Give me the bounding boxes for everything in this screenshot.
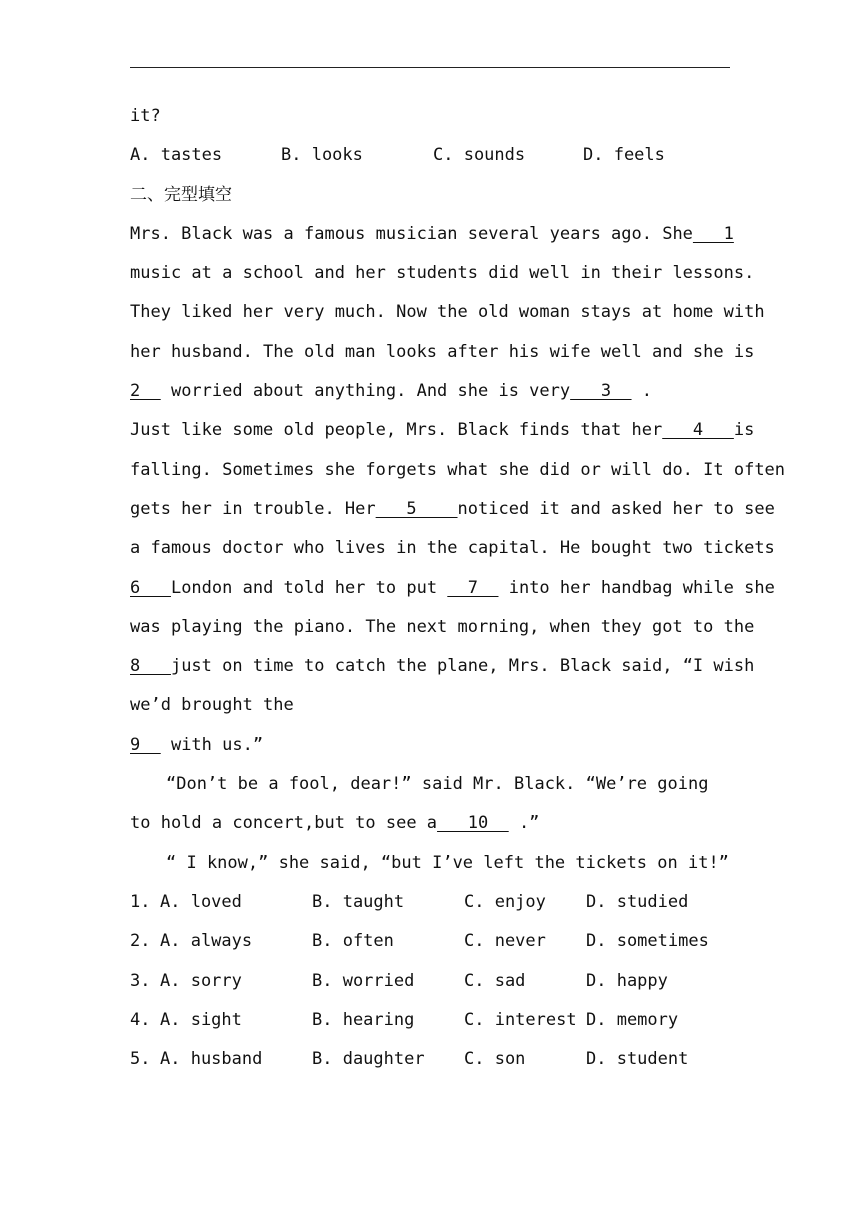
option-d: D. student	[586, 1049, 689, 1070]
option-c: C. never	[464, 931, 546, 952]
option-a: A. always	[160, 931, 253, 952]
question-row	[130, 1001, 730, 1040]
option-c: C. interest	[464, 1009, 577, 1030]
passage-line: “Don’t be a fool, dear!” said Mr. Black. “We’re going	[166, 774, 709, 795]
question-row	[130, 883, 730, 922]
passage-line: her husband. The old man looks after his wife well and she is	[130, 341, 755, 362]
passage-line: falling. Sometimes she forgets what she did or will do. It often	[130, 459, 786, 480]
blank-2: 2	[130, 381, 161, 402]
prev-question-tail: it?	[130, 106, 161, 126]
passage-line: a famous doctor who lives in the capital. He bought two tickets	[130, 538, 775, 559]
passage-line: to hold a concert,but to see a 10 .”	[130, 813, 540, 834]
option-b: B. worried	[312, 970, 415, 991]
option-b: B. looks	[281, 145, 363, 166]
section-title: 二、完型填空	[130, 184, 232, 205]
passage-line: was playing the piano. The next morning, when they got to the	[130, 616, 755, 637]
header-rule	[130, 67, 730, 68]
question-row	[130, 922, 730, 961]
blank-4: 4	[662, 420, 734, 441]
passage-line: 6 London and told her to put 7 into her handbag while she	[130, 577, 775, 598]
option-a: A. loved	[160, 891, 242, 912]
option-a: A. sorry	[160, 970, 242, 991]
option-c: C. sad	[464, 970, 526, 991]
option-a: A. sight	[160, 1009, 242, 1030]
passage-line: Mrs. Black was a famous musician several years ago. She 1	[130, 223, 734, 244]
passage-line: 9 with us.”	[130, 734, 264, 755]
option-a: A. husband	[160, 1049, 263, 1070]
question-number: 4.	[130, 1009, 151, 1030]
passage-line: “ I know,” she said, “but I’ve left the tickets on it!”	[166, 852, 729, 873]
passage-line: 8 just on time to catch the plane, Mrs. Black said, “I wish	[130, 656, 755, 677]
option-c: C. enjoy	[464, 891, 546, 912]
option-d: D. studied	[586, 891, 689, 912]
option-d: D. memory	[586, 1009, 679, 1030]
blank-3: 3	[570, 381, 632, 402]
question-number: 1.	[130, 891, 151, 912]
blank-7: 7	[447, 577, 499, 598]
passage-line: we’d brought the	[130, 695, 294, 716]
option-b: B. often	[312, 931, 394, 952]
blank-8: 8	[130, 656, 171, 677]
question-number: 3.	[130, 970, 151, 991]
prev-question-options	[130, 136, 730, 175]
passage-line: 2 worried about anything. And she is very 3 .	[130, 381, 653, 402]
blank-6: 6	[130, 577, 171, 598]
blank-9: 9	[130, 734, 161, 755]
document-page	[130, 97, 786, 1079]
option-c: C. sounds	[433, 145, 526, 166]
option-b: B. daughter	[312, 1049, 425, 1070]
option-b: B. taught	[312, 891, 405, 912]
option-c: C. son	[464, 1049, 526, 1070]
blank-5: 5	[375, 498, 458, 519]
passage-line: gets her in trouble. Her 5 noticed it and asked her to see	[130, 498, 775, 519]
option-d: D. happy	[586, 970, 668, 991]
passage-line: They liked her very much. Now the old woman stays at home with	[130, 302, 765, 323]
question-number: 5.	[130, 1049, 151, 1070]
option-a: A. tastes	[130, 145, 223, 166]
question-row	[130, 1040, 730, 1079]
question-number: 2.	[130, 931, 151, 952]
option-b: B. hearing	[312, 1009, 415, 1030]
blank-10: 10	[437, 813, 509, 834]
option-d: D. feels	[583, 145, 665, 166]
passage-line: Just like some old people, Mrs. Black finds that her 4 is	[130, 420, 755, 441]
passage-line: music at a school and her students did well in their lessons.	[130, 263, 755, 284]
blank-1: 1	[692, 223, 734, 244]
question-row	[130, 962, 730, 1001]
option-d: D. sometimes	[586, 931, 709, 952]
